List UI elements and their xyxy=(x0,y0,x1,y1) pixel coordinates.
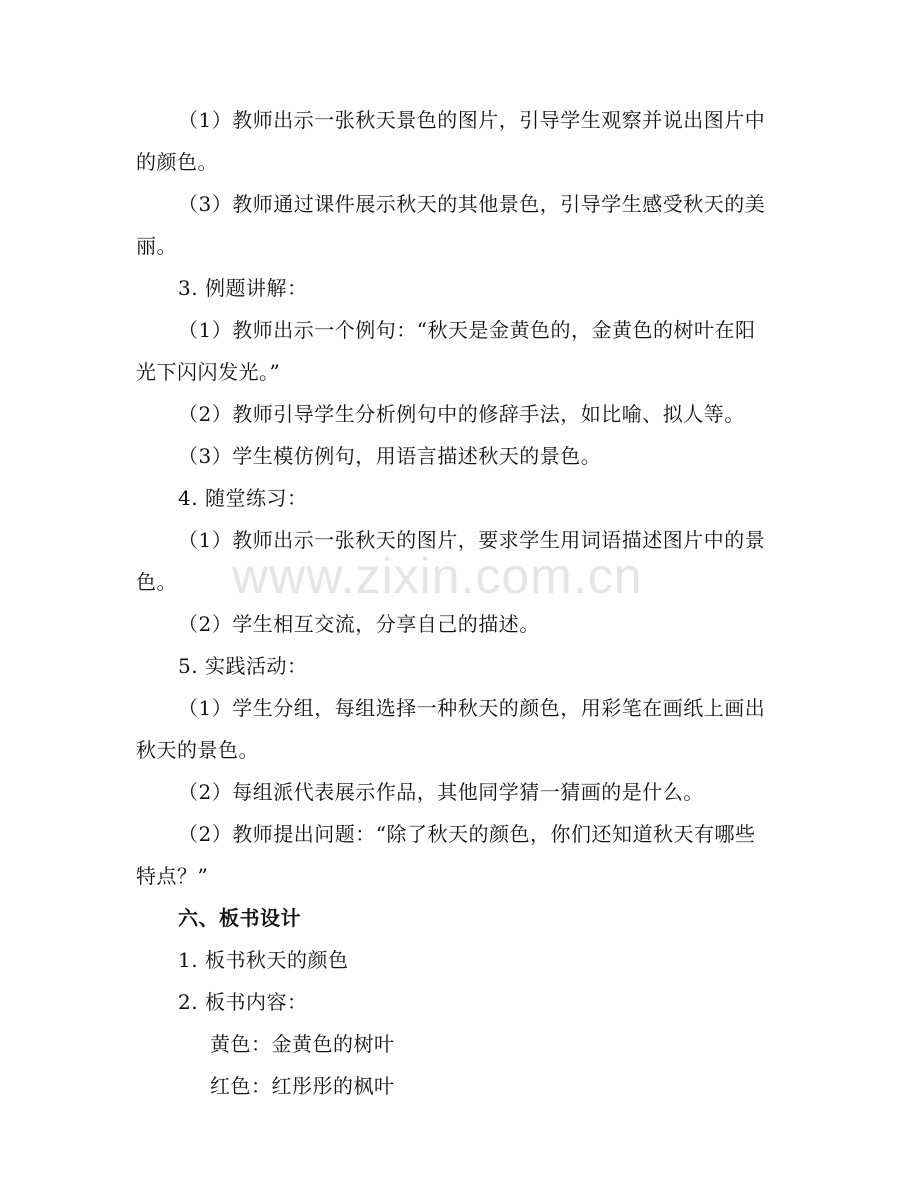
paragraph-line: （1）教师出示一个例句：“秋天是金黄色的，金黄色的树叶在阳 xyxy=(178,318,756,342)
paragraph-line: （1）学生分组，每组选择一种秋天的颜色，用彩笔在画纸上画出 xyxy=(178,696,766,720)
paragraph-line: 特点？” xyxy=(136,864,209,888)
chapter-heading: 六、板书设计 xyxy=(178,906,301,930)
paragraph-line: （3）教师通过课件展示秋天的其他景色，引导学生感受秋天的美 xyxy=(178,192,766,216)
paragraph-line: （3）学生模仿例句，用语言描述秋天的景色。 xyxy=(178,444,602,468)
paragraph-line: （1）教师出示一张秋天的图片，要求学生用词语描述图片中的景 xyxy=(178,528,766,552)
paragraph-line: 丽。 xyxy=(136,234,177,258)
paragraph-line: 的颜色。 xyxy=(136,150,218,174)
paragraph-line: 秋天的景色。 xyxy=(136,738,259,762)
paragraph-line: （2）教师提出问题：“除了秋天的颜色，你们还知道秋天有哪些 xyxy=(178,822,756,846)
list-item: 2. 板书内容： xyxy=(178,990,308,1014)
paragraph-line: 光下闪闪发光。” xyxy=(136,360,281,384)
paragraph-line: 色。 xyxy=(136,570,177,594)
paragraph-line: （1）教师出示一张秋天景色的图片，引导学生观察并说出图片中 xyxy=(178,108,766,132)
section-title: 4. 随堂练习： xyxy=(178,486,308,510)
board-content-line: 黄色：金黄色的树叶 xyxy=(210,1032,395,1056)
paragraph-line: （2）学生相互交流，分享自己的描述。 xyxy=(178,612,540,636)
board-content-line: 红色：红彤彤的枫叶 xyxy=(210,1074,395,1098)
section-title: 3. 例题讲解： xyxy=(178,276,308,300)
watermark-text: www.zixin.com.cn xyxy=(232,548,643,604)
paragraph-line: （2）每组派代表展示作品，其他同学猜一猜画的是什么。 xyxy=(178,780,704,804)
list-item: 1. 板书秋天的颜色 xyxy=(178,948,349,972)
paragraph-line: （2）教师引导学生分析例句中的修辞手法，如比喻、拟人等。 xyxy=(178,402,745,426)
section-title: 5. 实践活动： xyxy=(178,654,308,678)
